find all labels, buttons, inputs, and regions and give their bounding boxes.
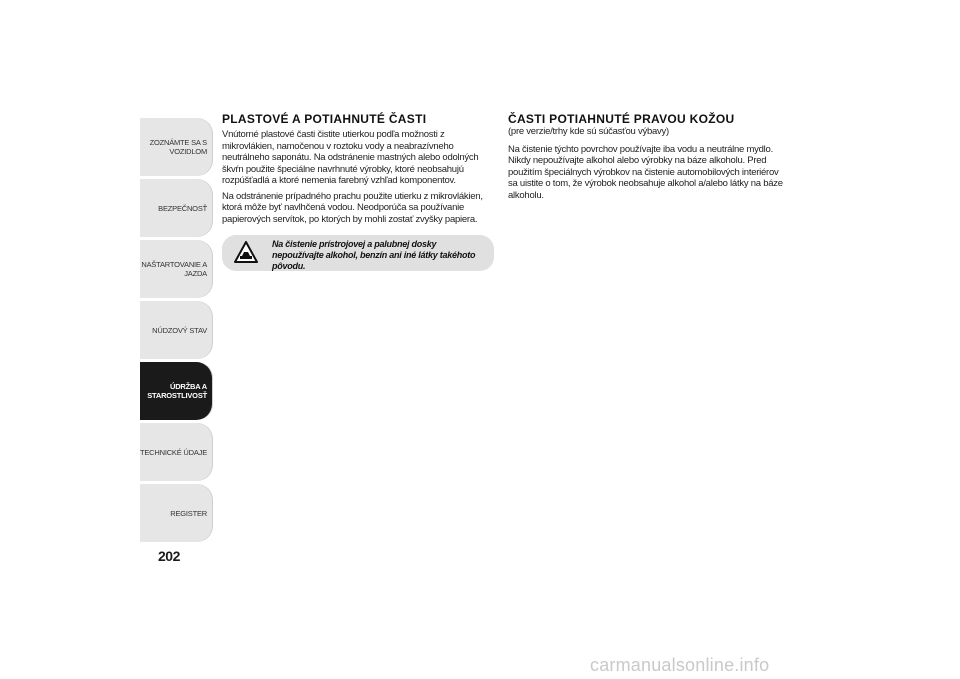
tab-label: TECHNICKÉ ÚDAJE	[140, 447, 208, 457]
left-paragraph: Vnútorné plastové časti čistite utierkou podľa možnosti z mikrovlákien, namočenou v roztoku vody a neabrazívneho neutrálneho saponátu. Na odstránenie mastných alebo odolných škvŕn použite špeciálne navrhnuté výrobky, ktoré neobsahujú rozpúšťadlá a ktoré nemenia farebný vzhľad komponentov.	[222, 129, 479, 186]
right-section-title: ČASTI POTIAHNUTÉ PRAVOU KOŽOU	[508, 112, 735, 126]
tab-label: NAŠTARTOVANIE A JAZDA	[141, 260, 207, 278]
tab-technicke-udaje[interactable]	[140, 423, 212, 481]
tab-label: ÚDRŽBA A STAROSTLIVOSŤ	[147, 382, 207, 400]
tab-nastartovanie[interactable]	[140, 240, 212, 298]
right-paragraph: Na čistenie týchto povrchov používajte iba vodu a neutrálne mydlo. Nikdy nepoužívajte alkohol alebo výrobky na báze alkoholu. Pred použitím špeciálnych výrobkov na čistenie automobilových interiérov sa uistite o tom, že výrobok neobsahuje alkohol a/alebo látky na báze alkoholu.	[508, 143, 783, 201]
left-section-title: PLASTOVÉ A POTIAHNUTÉ ČASTI	[222, 112, 427, 126]
tab-label: ZOZNÁMTE SA S VOZIDLOM	[149, 138, 207, 156]
tab-nudzovy-stav[interactable]	[140, 301, 212, 359]
tab-label: NÚDZOVÝ STAV	[152, 325, 207, 335]
page-number: 202	[158, 548, 180, 564]
tab-label: REGISTER	[170, 508, 207, 518]
right-section	[508, 112, 788, 205]
warning-triangle-icon	[234, 241, 258, 263]
tab-zoznamte-sa[interactable]	[140, 118, 212, 176]
right-section-subtitle: (pre verzie/trhy kde sú súčasťou výbavy)	[508, 126, 669, 137]
left-paragraph: Na odstránenie prípadného prachu použite utierku z mikrovlákien, ktorá môže byť navlhčená vodou. Neodporúča sa používanie papierových servítok, po ktorých by mohli zostať zvyšky papiera.	[222, 190, 483, 225]
tab-bezpecnost[interactable]	[140, 179, 212, 237]
warning-text: Na čistenie prístrojovej a palubnej dosky nepoužívajte alkohol, benzín ani iné látky takéhoto pôvodu.	[272, 239, 476, 271]
tab-label: BEZPEČNOSŤ	[158, 203, 207, 213]
left-section	[222, 112, 494, 271]
watermark: carmanualsonline.info	[590, 655, 770, 675]
tab-udrzba[interactable]	[140, 362, 212, 420]
warning-box	[222, 235, 494, 271]
tab-register[interactable]	[140, 484, 212, 542]
